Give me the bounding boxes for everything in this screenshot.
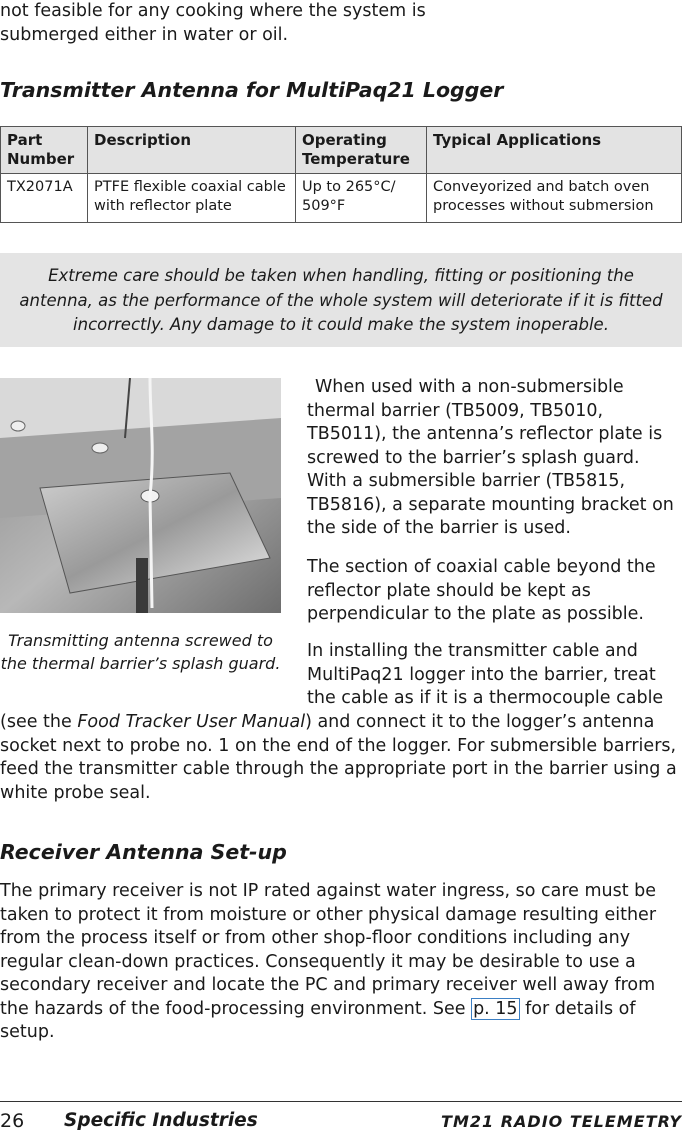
cell-operating-temperature: Up to 265°C/ 509°F bbox=[296, 174, 427, 223]
transmitter-paragraph-2: The section of coaxial cable beyond the reflector plate should be kept as perpendicular to the plate as possible. bbox=[307, 557, 656, 624]
warning-note-text: Extreme care should be taken when handling, fitting or positioning the antenna, as the performance of the whole system will deteriorate if it is fitted incorrectly. Any damage to it could make the system inoperable. bbox=[19, 266, 663, 334]
receiver-paragraph bbox=[0, 880, 682, 1045]
receiver-text-end: for details of setup. bbox=[0, 998, 636, 1042]
col-description: Description bbox=[88, 127, 296, 174]
page-link[interactable]: p. 15 bbox=[473, 998, 518, 1019]
receiver-heading: Receiver Antenna Set-up bbox=[0, 840, 287, 864]
col-typical-applications: Typical Applications bbox=[427, 127, 682, 174]
antenna-photo bbox=[0, 378, 281, 613]
warning-note bbox=[0, 253, 682, 347]
col-part-number: Part Number bbox=[1, 127, 88, 174]
transmitter-paragraph-3-start: In installing the transmitter cable and MultiPaq21 logger into the barrier, treat the cable as if it is a thermocouple cable bbox=[307, 641, 664, 708]
photo-caption: Transmitting antenna screwed to the thermal barrier’s splash guard. bbox=[0, 631, 281, 673]
footer-doc-title: TM21 RADIO TELEMETRY bbox=[441, 1112, 682, 1131]
footer-section: Specific Industries bbox=[64, 1110, 258, 1131]
cell-typical-applications: Conveyorized and batch oven processes without submersion bbox=[427, 174, 682, 223]
transmitter-paragraph-3-end bbox=[0, 711, 682, 805]
page-number: 26 bbox=[0, 1110, 25, 1132]
transmitter-paragraph-1: When used with a non-submersible thermal barrier (TB5009, TB5010, TB5011), the antenna’s reflector plate is screwed to the barrier’s splash guard. With a submersible barrier (TB5815, TB5816), a separate mounting bracket on the side of the barrier is used. bbox=[307, 377, 674, 538]
para3-pre: (see the bbox=[0, 712, 78, 732]
cell-part-number: TX2071A bbox=[1, 174, 88, 223]
intro-text: not feasible for any cooking where the system is submerged either in water or oil. bbox=[0, 1, 426, 45]
table-row bbox=[1, 174, 682, 223]
para3-post: ) and connect it to the logger’s antenna socket next to probe no. 1 on the end of the logger. For submersible barriers, feed the transmitter cable through the appropriate port in the barrier using a white probe seal. bbox=[0, 712, 677, 803]
cell-description: PTFE flexible coaxial cable with reflector plate bbox=[88, 174, 296, 223]
receiver-text: The primary receiver is not IP rated against water ingress, so care must be taken to protect it from moisture or other physical damage resulting either from the process itself or from other shop-floor conditions including any regular clean-down practices. Consequently it may be desirable to use a secondary receiver and locate the PC and primary receiver well away from the hazards of the food-processing environment. See bbox=[0, 881, 657, 1019]
footer-rule bbox=[0, 1101, 682, 1102]
col-operating-temperature: Operating Temperature bbox=[296, 127, 427, 174]
table-header-row bbox=[1, 127, 682, 174]
transmitter-table bbox=[0, 126, 682, 223]
manual-title: Food Tracker User Manual bbox=[77, 712, 306, 732]
transmitter-heading: Transmitter Antenna for MultiPaq21 Logger bbox=[0, 78, 504, 102]
